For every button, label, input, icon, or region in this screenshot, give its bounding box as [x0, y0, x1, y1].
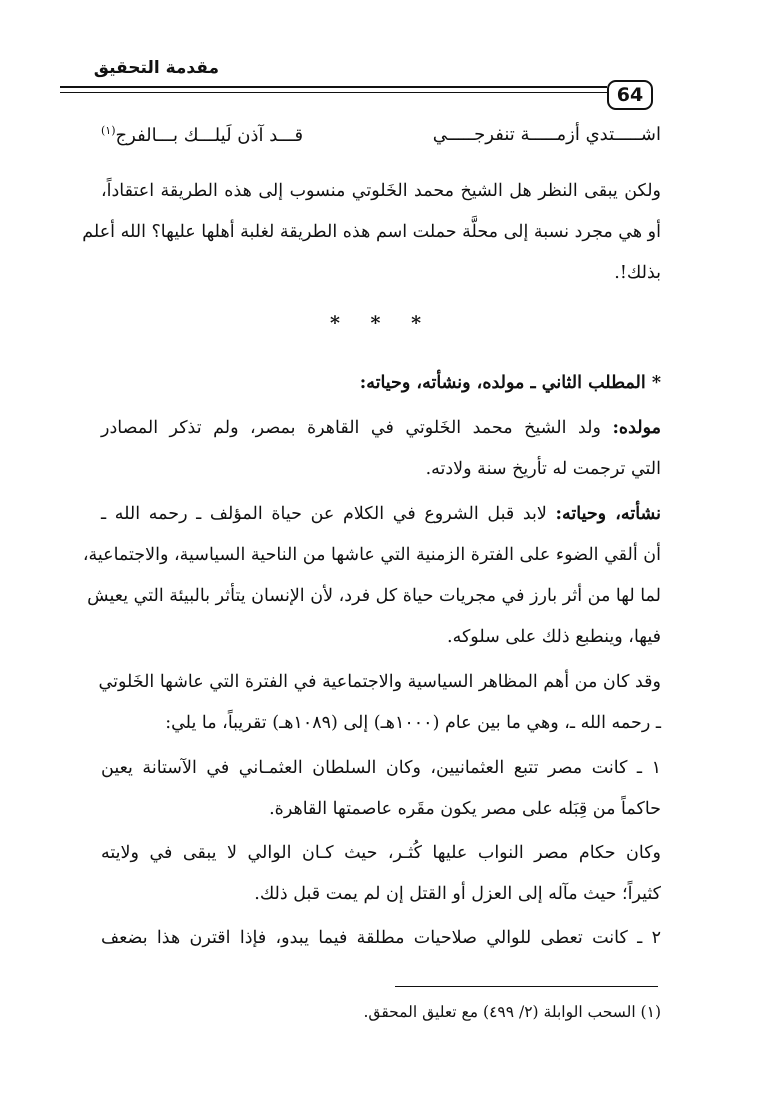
footnote: (١) السحب الوابلة (٢/ ٤٩٩) مع تعليق المحقق. [363, 1003, 661, 1021]
paragraph-line: كثيراً؛ حيث مآله إلى العزل أو القتل إن لم يمت قبل ذلك. [254, 884, 661, 904]
upbringing-text: لابد قبل الشروع في الكلام عن حياة المؤلف ـ رحمه الله ـ [101, 504, 556, 524]
paragraph-line: بذلك!. [614, 263, 661, 283]
footnote-rule [395, 986, 658, 987]
paragraph-line: لما لها من أثر بارز في مجريات حياة كل فرد، لأن الإنسان يتأثر بالبيئة التي يعيش [87, 586, 661, 606]
paragraph-line: ـ رحمه الله ـ، وهي ما بين عام (١٠٠٠هـ) إلى (١٠٨٩هـ) تقريباً، ما يلي: [165, 713, 661, 733]
birth-text: ولد الشيخ محمد الخَلوتي في القاهرة بمصر، ولم تذكر المصادر [101, 418, 613, 438]
paragraph-line: ولكن يبقى النظر هل الشيخ محمد الخَلوتي منسوب إلى هذه الطريقة اعتقاداً، [101, 181, 661, 201]
paragraph-line: وكان حكام مصر النواب عليها كُثـر، حيث كـان الوالي لا يبقى في ولايته [101, 843, 661, 863]
page-number: 64 [607, 80, 653, 110]
footnote-reference: (١) [101, 124, 116, 137]
verse-hemistich-2-text: قـــد آذن لَيلـــك بـــالفرج [115, 125, 304, 146]
header-rule-top [60, 86, 607, 88]
list-item-line: ٢ ـ كانت تعطى للوالي صلاحيات مطلقة فيما يبدو، فإذا اقترن هذا بضعف [101, 928, 661, 948]
paragraph-line: أو هي مجرد نسبة إلى محلَّة حملت اسم هذه الطريقة لغلبة أهلها عليها؟ الله أعلم [82, 222, 661, 242]
paragraph-line: وقد كان من أهم المظاهر السياسية والاجتماعية في الفترة التي عاشها الخَلوتي [98, 672, 661, 692]
paragraph-line [101, 413, 661, 443]
paragraph-line [101, 499, 661, 529]
paragraph-line: فيها، وينطبع ذلك على سلوكه. [447, 627, 661, 647]
paragraph-line: التي ترجمت له تأريخ سنة ولادته. [425, 459, 661, 479]
section-heading: * المطلب الثاني ـ مولده، ونشأته، وحياته: [359, 373, 661, 393]
running-header-title: مقدمة التحقيق [93, 58, 219, 78]
paragraph-line: أن ألقي الضوء على الفترة الزمنية التي عاشها من الناحية السياسية، والاجتماعية، [82, 545, 661, 565]
list-item-line: حاكماً من قِبَله على مصر يكون مقَره عاصمتها القاهرة. [269, 799, 661, 819]
header-rule-bottom [60, 92, 607, 93]
upbringing-lead: نشأته، وحياته: [555, 504, 662, 524]
list-item-line: ١ ـ كانت مصر تتبع العثمانيين، وكان السلطان العثمـاني في الآستانة يعين [101, 758, 661, 778]
poetry-verse [101, 124, 661, 158]
verse-hemistich-1: اشـــــتدي أزمـــــة تنفرجـــــي [432, 124, 661, 145]
verse-hemistich-2 [101, 124, 303, 146]
section-separator: * * * [329, 312, 434, 334]
birth-lead: مولده: [612, 418, 661, 438]
